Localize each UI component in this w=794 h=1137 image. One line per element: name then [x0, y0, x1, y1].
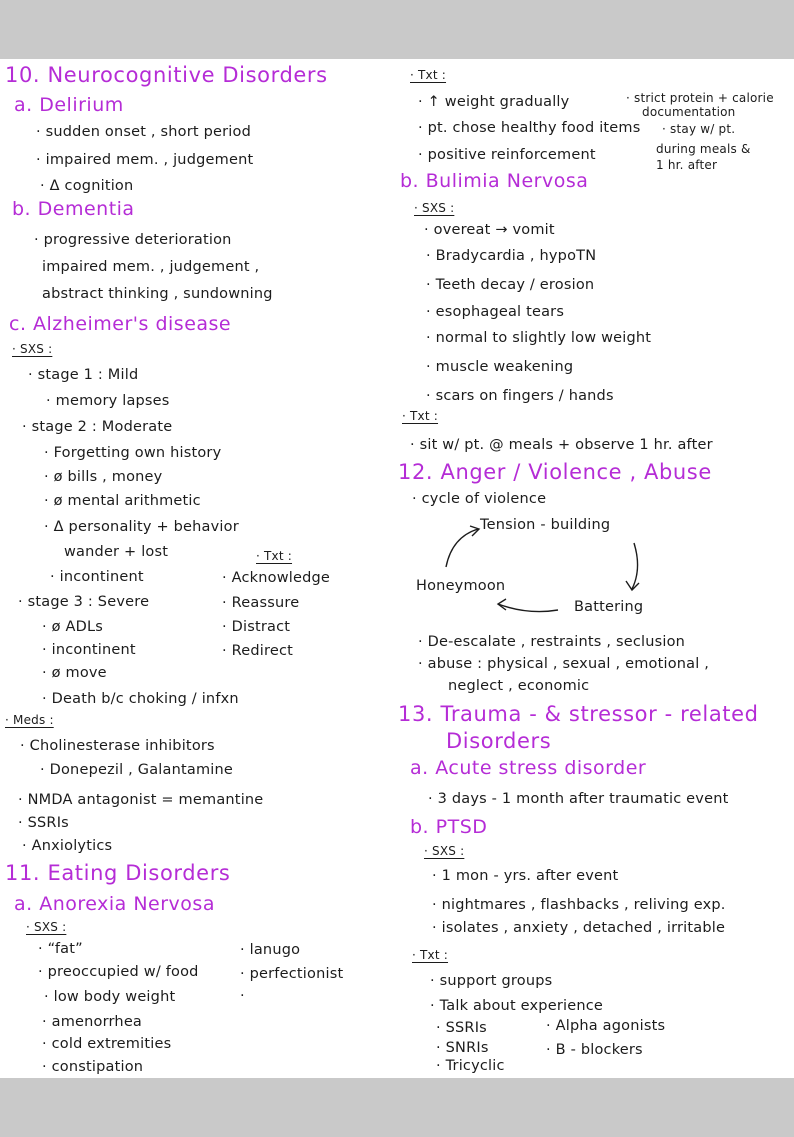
note-line: · sudden onset , short period — [36, 124, 252, 140]
heading-eating-disorders: 11. Eating Disorders — [5, 861, 231, 885]
note-line: · nightmares , flashbacks , reliving exp. — [432, 897, 726, 913]
arrow-tension-to-battering — [632, 543, 638, 589]
label-sxs: · SXS : — [424, 844, 465, 858]
label-txt: · Txt : — [402, 409, 439, 423]
note-line: · stay w/ pt. — [662, 122, 736, 136]
heading-anger-violence: 12. Anger / Violence , Abuse — [398, 460, 712, 484]
note-line: wander + lost — [64, 544, 169, 560]
note-line: · isolates , anxiety , detached , irritable — [432, 920, 726, 936]
label-txt: · Txt : — [256, 549, 293, 563]
note-line: · lanugo — [240, 942, 301, 958]
note-line: · Δ cognition — [40, 178, 134, 194]
note-line: documentation — [642, 105, 736, 119]
note-line: · Anxiolytics — [22, 838, 113, 854]
cycle-battering: Battering — [574, 599, 644, 615]
note-line: · De-escalate , restraints , seclusion — [418, 634, 686, 650]
cycle-tension: Tension - building — [480, 517, 611, 533]
label-sxs: · SXS : — [12, 342, 53, 356]
note-line: · Reassure — [222, 595, 300, 611]
cycle-honeymoon: Honeymoon — [416, 578, 506, 594]
note-line: · abuse : physical , sexual , emotional , — [418, 656, 710, 672]
note-line: · pt. chose healthy food items — [418, 120, 641, 136]
subheading-bulimia: b. Bulimia Nervosa — [400, 170, 589, 192]
note-line: · Alpha agonists — [546, 1018, 666, 1034]
note-line: during meals & — [656, 142, 751, 156]
note-line: · Acknowledge — [222, 570, 331, 586]
note-line: · Bradycardia , hypoTN — [426, 248, 597, 264]
note-line: · SSRIs — [436, 1020, 487, 1036]
heading-neurocognitive: 10. Neurocognitive Disorders — [5, 63, 328, 87]
note-line: · ø move — [42, 665, 107, 681]
note-line: · Δ personality + behavior — [44, 519, 239, 535]
note-line: · progressive deterioration — [34, 232, 232, 248]
note-line: · stage 2 : Moderate — [22, 419, 173, 435]
note-line: · muscle weakening — [426, 359, 574, 375]
note-line: · 1 mon - yrs. after event — [432, 868, 619, 884]
note-line: · Tricyclic — [436, 1058, 505, 1074]
note-line: · normal to slightly low weight — [426, 330, 652, 346]
label-sxs: · SXS : — [26, 920, 67, 934]
note-line: · strict protein + calorie — [626, 91, 774, 105]
note-line: · 3 days - 1 month after traumatic event — [428, 791, 729, 807]
note-line: · stage 1 : Mild — [28, 367, 139, 383]
label-meds: · Meds : — [5, 713, 54, 727]
note-line: · SNRIs — [436, 1040, 489, 1056]
note-line: · cycle of violence — [412, 491, 547, 507]
note-line: · sit w/ pt. @ meals + observe 1 hr. after — [410, 437, 713, 453]
subheading-ptsd: b. PTSD — [410, 816, 488, 838]
note-line: · B - blockers — [546, 1042, 643, 1058]
note-line: · SSRIs — [18, 815, 69, 831]
note-line: impaired mem. , judgement , — [42, 259, 260, 275]
note-line: · ↑ weight gradually — [418, 94, 570, 110]
note-line: abstract thinking , sundowning — [42, 286, 273, 302]
note-line: · Cholinesterase inhibitors — [20, 738, 215, 754]
note-line: · incontinent — [42, 642, 136, 658]
subheading-delirium: a. Delirium — [14, 94, 124, 116]
note-line: · ø ADLs — [42, 619, 104, 635]
note-line: · Forgetting own history — [44, 445, 222, 461]
note-line: · Distract — [222, 619, 291, 635]
note-line: · Death b/c choking / infxn — [42, 691, 239, 707]
note-line: · positive reinforcement — [418, 147, 596, 163]
arrowhead — [498, 599, 506, 610]
note-line: · NMDA antagonist = memantine — [18, 792, 264, 808]
note-line: · stage 3 : Severe — [18, 594, 150, 610]
label-txt: · Txt : — [410, 68, 447, 82]
label-sxs: · SXS : — [414, 201, 455, 215]
note-line: · constipation — [42, 1059, 144, 1075]
label-txt: · Txt : — [412, 948, 449, 962]
subheading-alzheimers: c. Alzheimer's disease — [9, 313, 232, 335]
note-line: · amenorrhea — [42, 1014, 143, 1030]
note-line: · “fat” — [38, 941, 83, 957]
note-line: · scars on fingers / hands — [426, 388, 614, 404]
note-line: · memory lapses — [46, 393, 170, 409]
note-line: · preoccupied w/ food — [38, 964, 199, 980]
heading-trauma: 13. Trauma - & stressor - related — [398, 702, 759, 726]
note-line: · Redirect — [222, 643, 294, 659]
note-line: · overeat → vomit — [424, 222, 555, 238]
note-line: neglect , economic — [448, 678, 590, 694]
note-line: · impaired mem. , judgement — [36, 152, 254, 168]
arrow-battering-to-honeymoon — [498, 604, 558, 612]
note-line: · Donepezil , Galantamine — [40, 762, 234, 778]
note-line: · incontinent — [50, 569, 144, 585]
note-line: · Talk about experience — [430, 998, 604, 1014]
notes-page — [0, 59, 794, 1078]
note-line: · ø bills , money — [44, 469, 163, 485]
note-line: 1 hr. after — [656, 158, 718, 172]
note-line: · ø mental arithmetic — [44, 493, 201, 509]
note-line: · esophageal tears — [426, 304, 565, 320]
note-line: · — [240, 988, 245, 1004]
subheading-acute-stress: a. Acute stress disorder — [410, 757, 647, 779]
note-line: · Teeth decay / erosion — [426, 277, 595, 293]
subheading-anorexia: a. Anorexia Nervosa — [14, 893, 215, 915]
note-line: · perfectionist — [240, 966, 344, 982]
heading-trauma-cont: Disorders — [446, 729, 552, 753]
note-line: · cold extremities — [42, 1036, 172, 1052]
note-line: · low body weight — [44, 989, 176, 1005]
arrowhead — [626, 581, 639, 590]
subheading-dementia: b. Dementia — [12, 198, 135, 220]
note-line: · support groups — [430, 973, 553, 989]
